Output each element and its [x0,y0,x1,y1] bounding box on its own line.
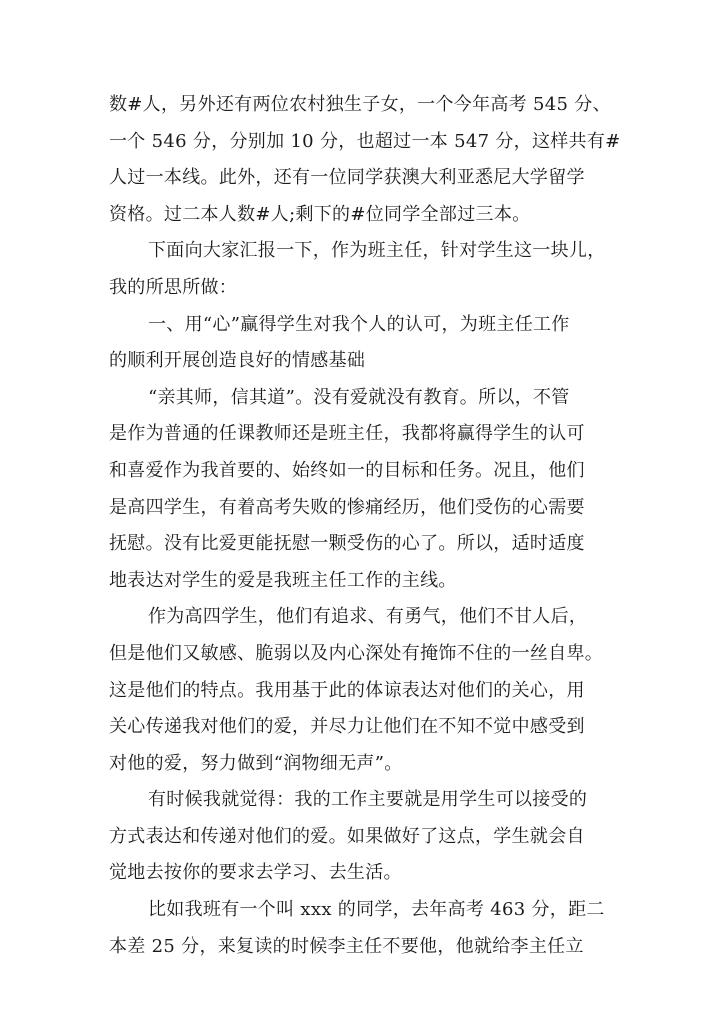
text-line: 关心传递我对他们的爱，并尽力让他们在不知不觉中感受到 [109,716,585,738]
text-line: 有时候我就觉得：我的工作主要就是用学生可以接受的 [148,789,588,811]
text-line: 是高四学生，有着高考失败的惨痛经历，他们受伤的心需要 [109,496,585,518]
text-line: “亲其师，信其道”。没有爱就没有教育。所以，不管 [148,386,570,408]
text-line: 数#人，另外还有两位农村独生子女，一个今年高考 545 分、 [109,94,611,115]
text-line: 觉地去按你的要求去学习、去生活。 [109,862,402,884]
text-line: 下面向大家汇报一下，作为班主任，针对学生这一块儿， [148,240,606,262]
text-line: 是作为普通的任课教师还是班主任，我都将赢得学生的认可 [109,423,585,445]
text-line: 但是他们又敏感、脆弱以及内心深处有掩饰不住的一丝自卑。 [109,642,604,664]
text-line: 抚慰。没有比爱更能抚慰一颗受伤的心了。所以，适时适度 [109,533,585,555]
text-line: 一个 546 分，分别加 10 分，也超过一本 547 分，这样共有# [109,130,621,152]
text-line: 地表达对学生的爱是我班主任工作的主线。 [109,569,457,591]
document-body [109,87,621,965]
text-line: 本差 25 分，来复读的时候李主任不要他，他就给李主任立 [109,935,584,957]
text-line: 比如我班有一个叫 xxx 的同学，去年高考 463 分，距二 [148,899,605,921]
text-line: 方式表达和传递对他们的爱。如果做好了这点，学生就会自 [109,825,585,847]
text-line: 我的所思所做： [109,276,238,298]
text-line: 人过一本线。此外，还有一位同学获澳大利亚悉尼大学留学 [109,167,585,189]
text-line: 作为高四学生，他们有追求、有勇气，他们不甘人后， [148,606,588,628]
text-line: 的顺利开展创造良好的情感基础 [109,350,366,372]
text-line: 对他的爱，努力做到“润物细无声”。 [109,752,403,774]
text-line: 这是他们的特点。我用基于此的体谅表达对他们的关心，用 [109,679,585,701]
text-line: 一、用“心”赢得学生对我个人的认可，为班主任工作 [148,313,570,335]
text-line: 和喜爱作为我首要的、始终如一的目标和任务。况且，他们 [109,459,585,481]
text-line: 资格。过二本人数#人;剩下的#位同学全部过三本。 [109,203,531,225]
